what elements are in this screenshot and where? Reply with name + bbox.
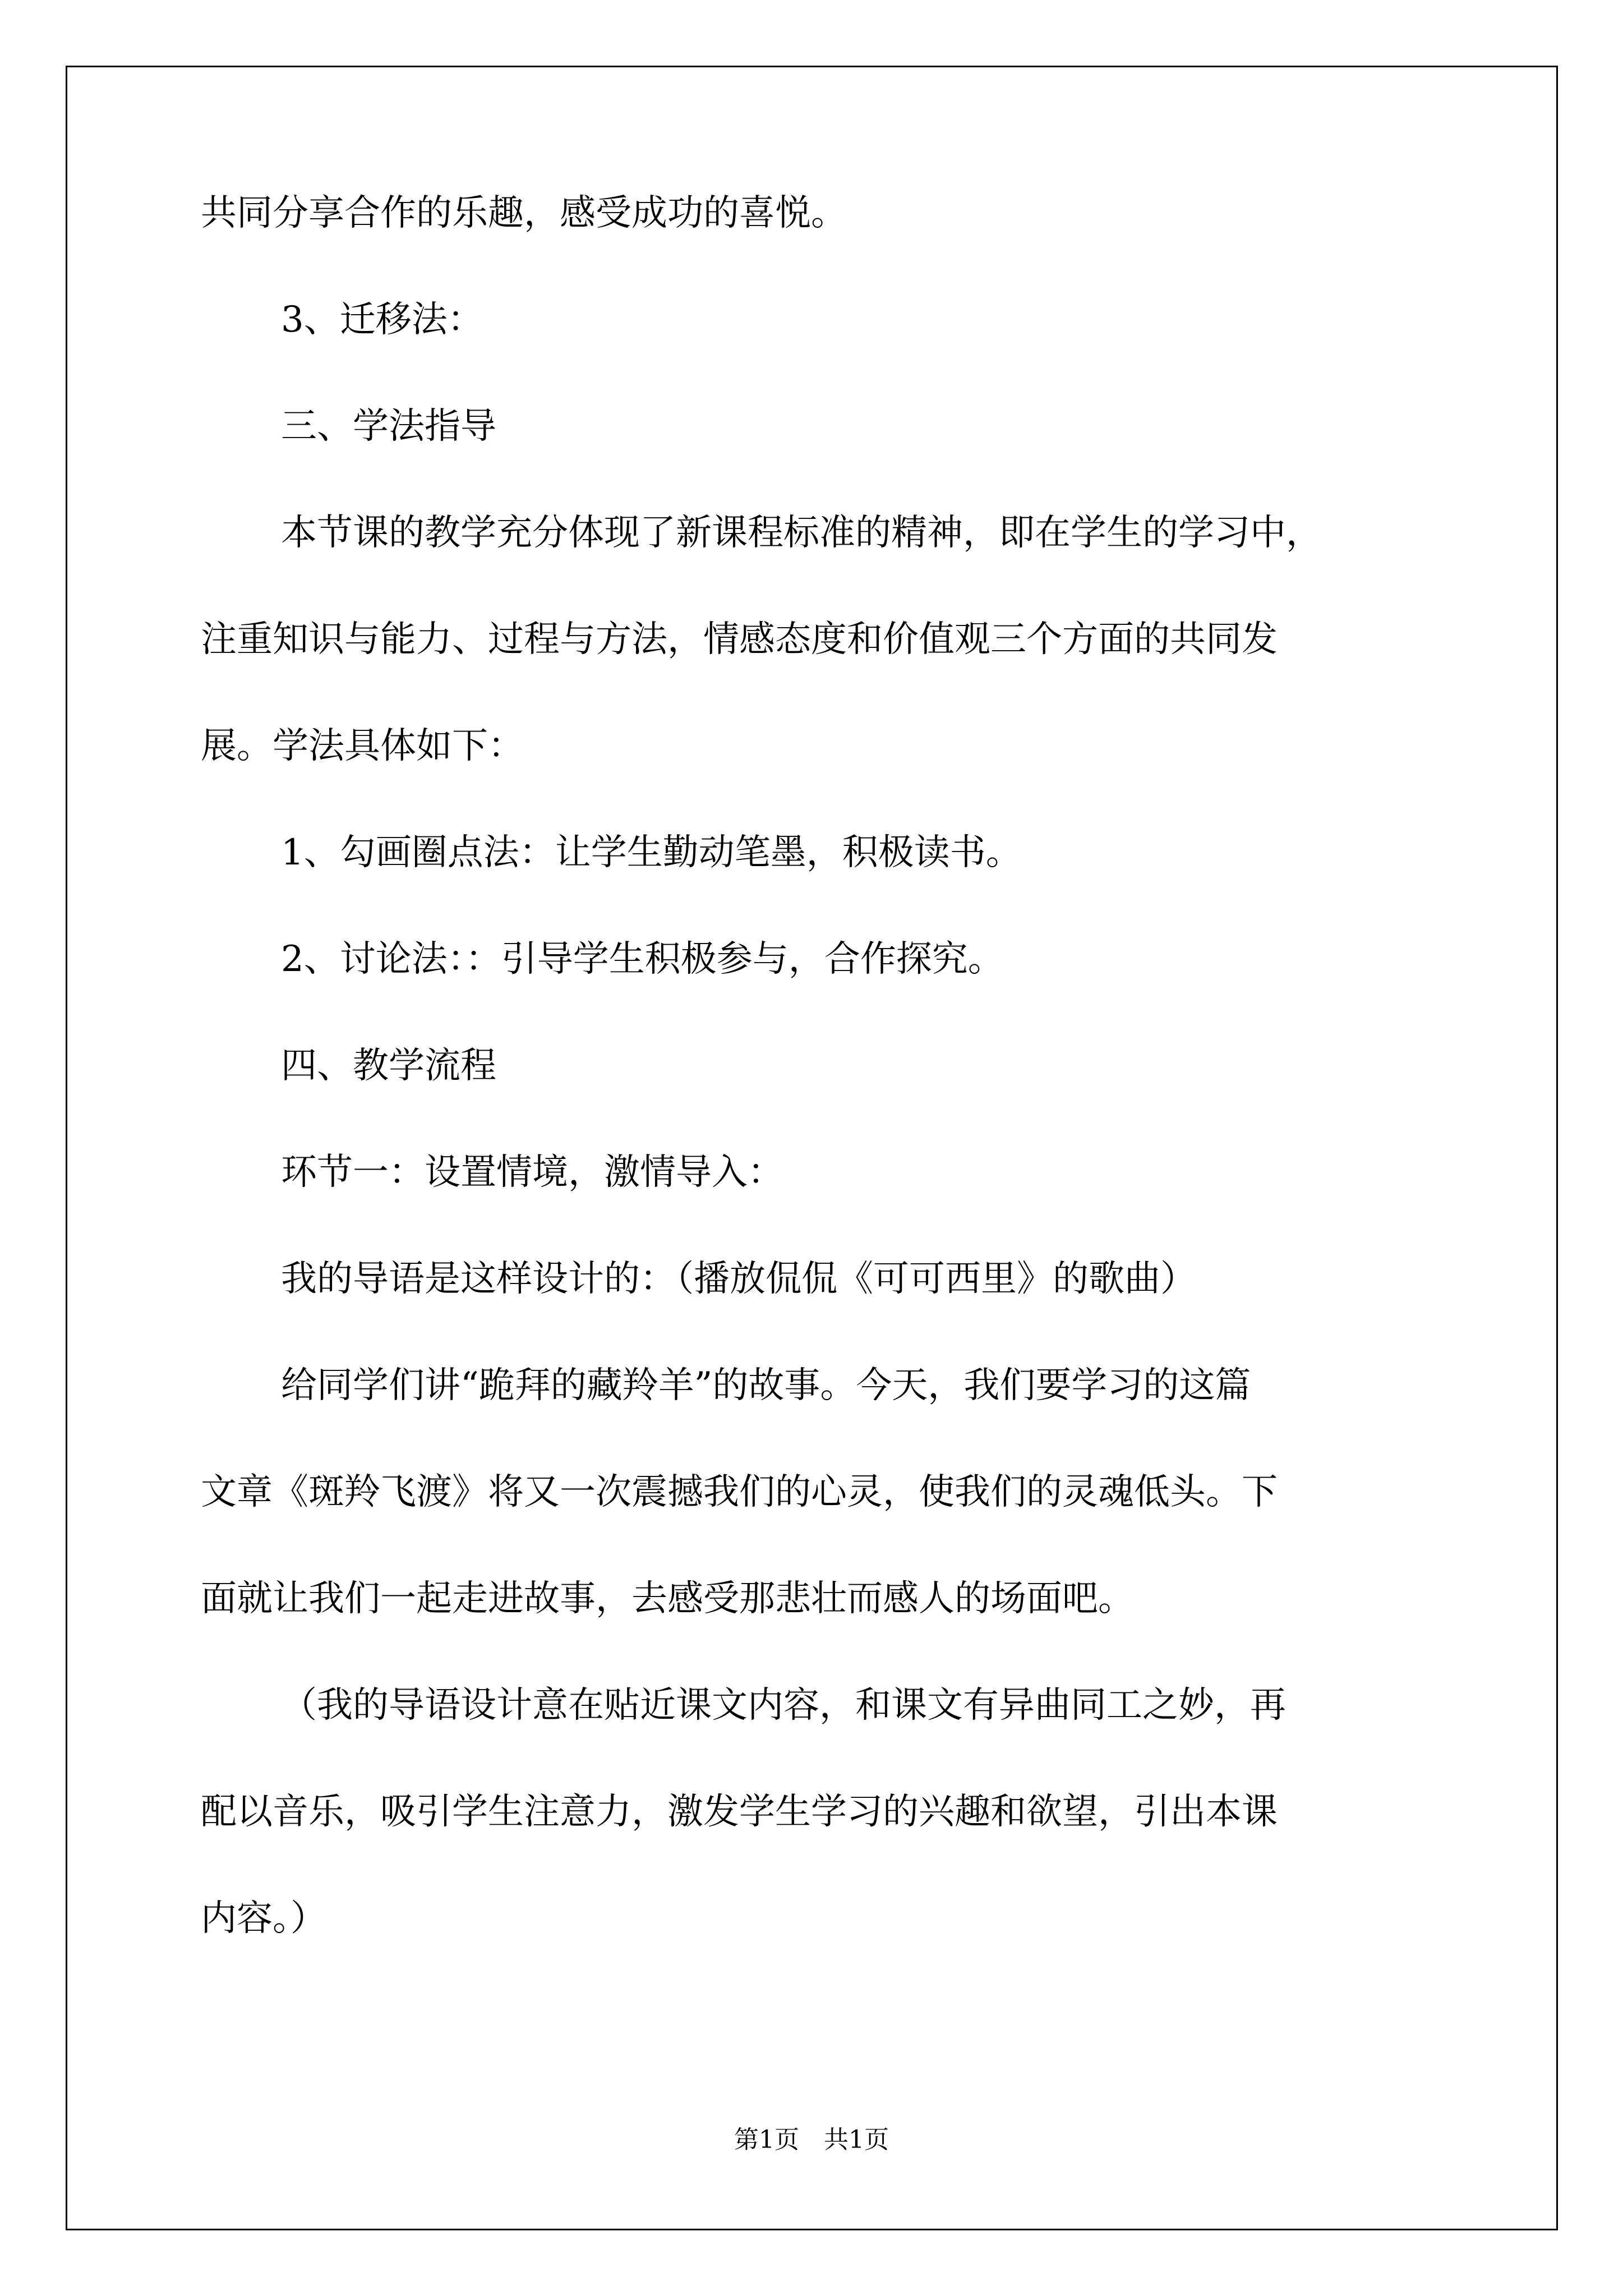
text-line: 本节课的教学充分体现了新课程标准的精神，即在学生的学习中， [281, 512, 1322, 554]
section-heading: 四、教学流程 [281, 1045, 496, 1087]
section-heading: 三、学法指导 [281, 406, 496, 447]
text-line: 2、讨论法：：引导学生积极参与，合作探究。 [281, 938, 1004, 980]
text-line: 1、勾画圈点法：让学生勤动笔墨，积极读书。 [281, 832, 1022, 873]
text-line: 注重知识与能力、过程与方法，情感态度和价值观三个方面的共同发 [201, 619, 1278, 660]
page-footer: 第1页 共1页 [734, 2125, 889, 2154]
text-line: 文章《斑羚飞渡》将又一次震撼我们的心灵，使我们的灵魂低头。下 [201, 1471, 1278, 1513]
text-line: 展。学法具体如下： [201, 725, 524, 767]
text-line: 内容。） [201, 1898, 326, 1939]
text-line: 配以音乐，吸引学生注意力，激发学生学习的兴趣和欲望，引出本课 [201, 1791, 1278, 1833]
text-line: 面就让我们一起走进故事，去感受那悲壮而感人的场面吧。 [201, 1578, 1134, 1619]
text-line: （我的导语设计意在贴近课文内容，和课文有异曲同工之妙，再 [281, 1685, 1286, 1726]
text-line: 环节一：设置情境，激情导入： [281, 1152, 783, 1193]
text-line: 给同学们讲“跪拜的藏羚羊”的故事。今天，我们要学习的这篇 [281, 1365, 1251, 1406]
text-line: 3、迁移法： [281, 299, 483, 341]
text-line: 我的导语是这样设计的：（播放侃侃《可可西里》的歌曲） [281, 1258, 1196, 1300]
text-line: 共同分享合作的乐趣，感受成功的喜悦。 [201, 192, 847, 234]
